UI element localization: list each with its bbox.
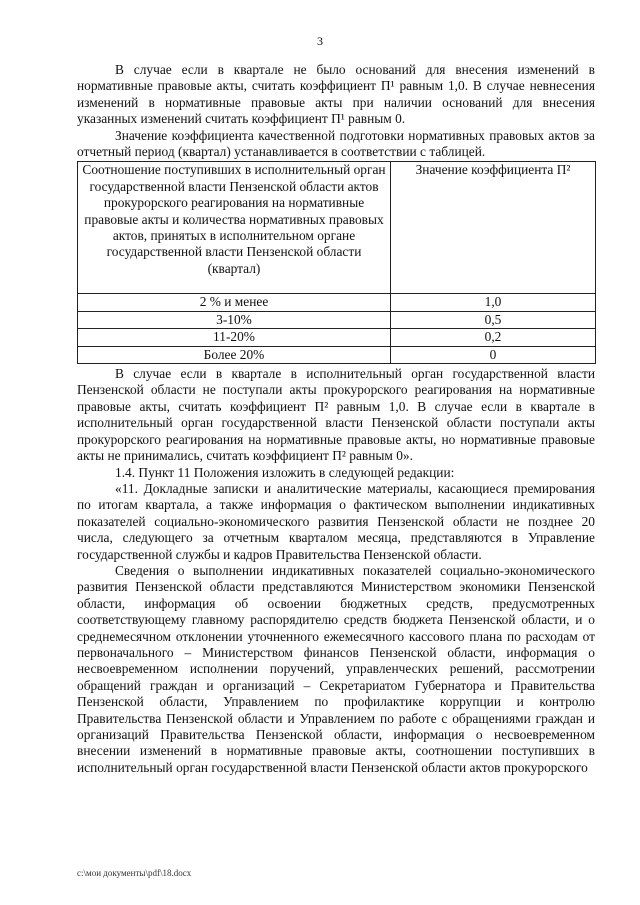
table-cell-range: Более 20%	[78, 346, 391, 363]
table-row	[78, 294, 596, 311]
paragraph: В случае если в квартале в исполнительный орган государственной власти Пензенской области не поступали акты прокурорского реагирования на нормативные правовые акты, считать коэффициент П² равным 1,0. В случае если в квартале в исполнительный орган государственной власти Пензенской области поступали акты прокурорского реагирования на нормативные правовые акты, но нормативные правовые акты не принимались, считать коэффициент П² равным 0».	[77, 366, 595, 464]
table-cell-value: 1,0	[391, 294, 596, 311]
table-header-coefficient: Значение коэффициента П²	[391, 162, 596, 294]
table-cell-value: 0,5	[391, 311, 596, 328]
coefficient-table	[77, 161, 596, 364]
paragraph: Значение коэффициента качественной подготовки нормативных правовых актов за отчетный период (квартал) устанавливается в соответствии с таблицей.	[77, 127, 595, 160]
table-header-ratio: Соотношение поступивших в исполнительный орган государственной власти Пензенской области актов прокурорского реагирования на нормативные правовые акты и количества нормативных правовых актов, принятых в исполнительном органе государственной власти Пензенской области (квартал)	[78, 162, 391, 294]
paragraph: «11. Докладные записки и аналитические материалы, касающиеся премирования по итогам квартала, а также информация о фактическом выполнении индикативных показателей социально-экономического развития Пензенской области не позднее 20 числа, следующего за отчетным кварталом месяца, представляются в Управление государственной службы и кадров Правительства Пензенской области.	[77, 480, 595, 562]
table-cell-range: 3-10%	[78, 311, 391, 328]
paragraph: 1.4. Пункт 11 Положения изложить в следующей редакции:	[115, 464, 455, 480]
table-cell-range: 11-20%	[78, 329, 391, 346]
table-cell-value: 0,2	[391, 329, 596, 346]
table-row	[78, 311, 596, 328]
document-body	[77, 62, 595, 776]
paragraph: Сведения о выполнении индикативных показателей социально-экономического развития Пензенской области представляются Министерством экономики Пензенской области, информация об освоении бюджетных средств, предусмотренных соответствующему главному распорядителю средств бюджета Пензенской области, и о среднемесячном отклонении уточненного ежемесячного кассового плана по расходам от первоначального – Министерством финансов Пензенской области, информация о несвоевременном исполнении поручений, управленческих решений, рассмотрении обращений граждан и организаций – Секретариатом Губернатора и Правительства Пензенской области, Управлением по профилактике коррупции и контролю Правительства Пензенской области и Управлением по работе с обращениями граждан и организаций Правительства Пензенской области, информация о несвоевременном внесении изменений в нормативные правовые акты, соотношении поступивших в исполнительный орган государственной власти Пензенской области актов прокурорского	[77, 562, 595, 775]
table-row	[78, 329, 596, 346]
table-header-row	[78, 162, 596, 294]
table-cell-value: 0	[391, 346, 596, 363]
page-number: 3	[317, 34, 323, 48]
file-path-footer: c:\мои документы\pdf\18.docx	[77, 868, 192, 878]
table-row	[78, 346, 596, 363]
table-cell-range: 2 % и менее	[78, 294, 391, 311]
paragraph: В случае если в квартале не было оснований для внесения изменений в нормативные правовые акты, считать коэффициент П¹ равным 1,0. В случае невнесения изменений в нормативные правовые акты при наличии оснований для внесения указанных изменений считать коэффициент П¹ равным 0.	[77, 62, 595, 127]
